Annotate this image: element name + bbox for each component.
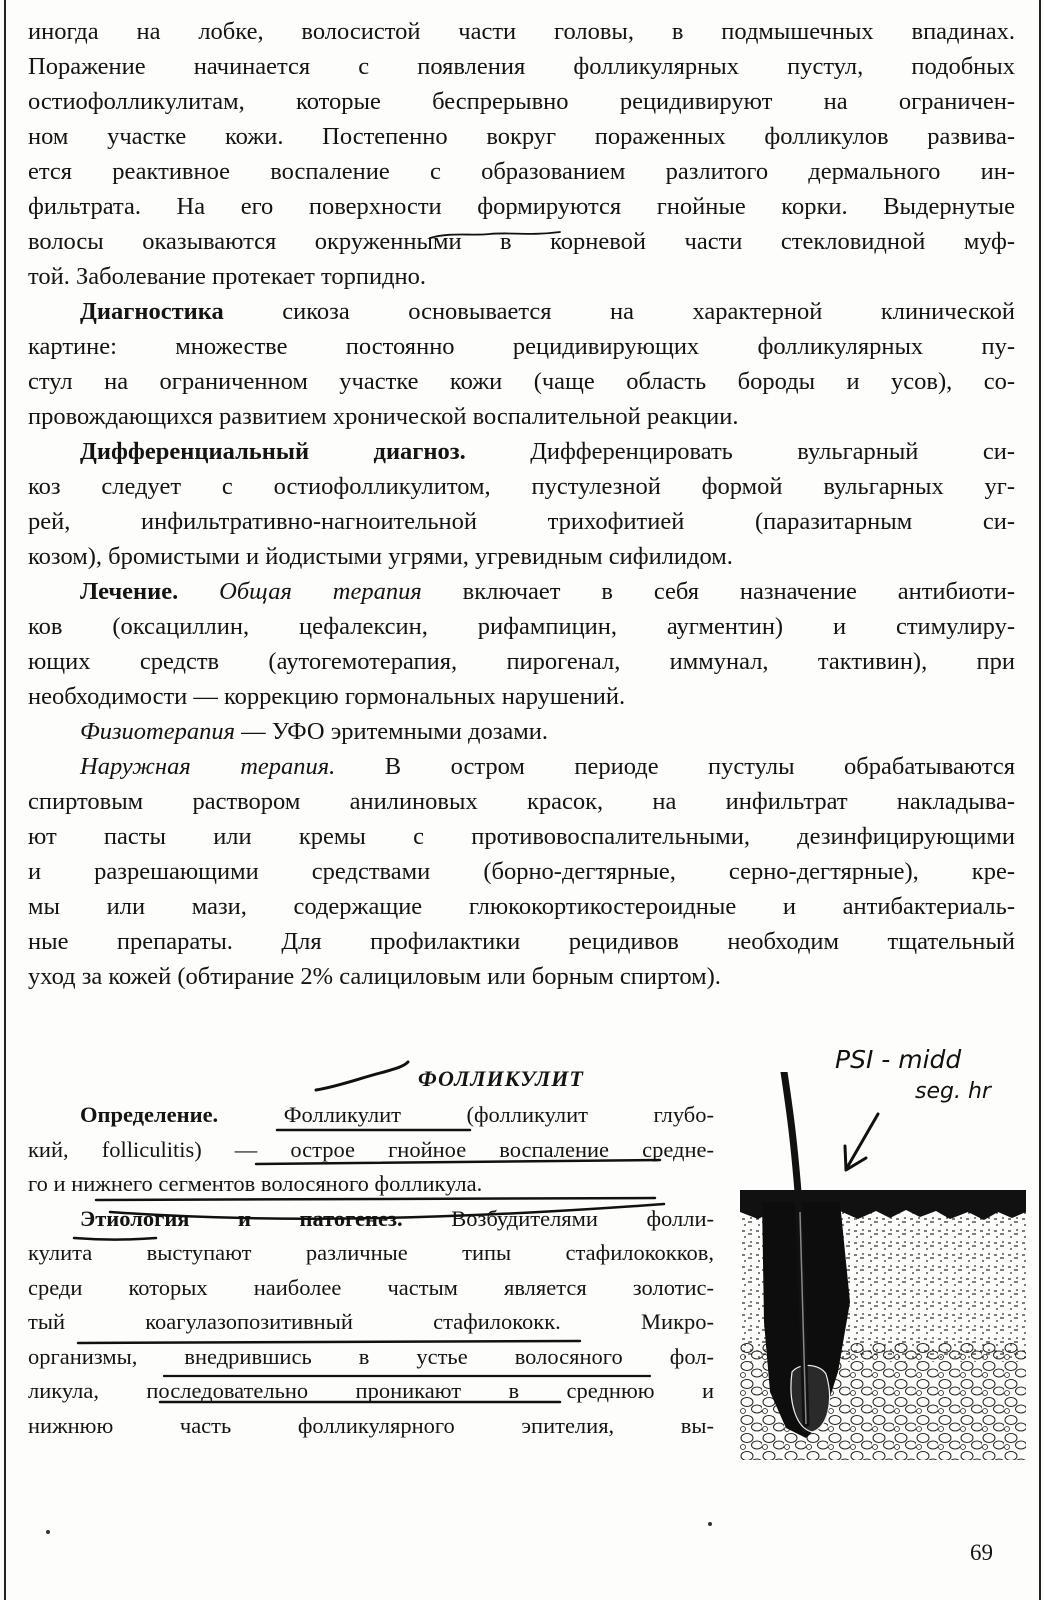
diagnostics-paragraph-start: Диагностика сикоза основывается на характерной клинической bbox=[80, 298, 1015, 325]
physiotherapy-line: Физиотерапия — УФО эритемными дозами. bbox=[80, 718, 549, 745]
text-line: мы или мази, содержащие глюкокортикостероидные и антибактериаль- bbox=[28, 893, 1015, 920]
text-line: и разрешающими средствами (борно-дегтярные, серно-дегтярные), кре- bbox=[28, 858, 1015, 885]
text-line: рей, инфильтративно-нагноительной трихофитией (паразитарным си- bbox=[28, 508, 1015, 535]
text-line: картине: множестве постоянно рецидивирующих фолликулярных пу- bbox=[28, 333, 1015, 360]
etiology-paragraph-start: Этиология и патогенез. Возбудителями фолли- bbox=[80, 1205, 714, 1231]
main-text-block bbox=[28, 14, 1015, 994]
scan-speck bbox=[708, 1522, 712, 1526]
folliculitis-text-block bbox=[28, 1098, 714, 1443]
text-line: козом), бромистыми и йодистыми угрями, угревидным сифилидом. bbox=[28, 543, 733, 570]
scan-speck bbox=[46, 1530, 50, 1534]
text-line: остиофолликулитам, которые беспрерывно рецидивируют на ограничен- bbox=[28, 88, 1015, 115]
follicle-drawing bbox=[740, 1072, 1030, 1460]
text-line: ликула, последовательно проникают в среднюю и bbox=[28, 1378, 714, 1403]
differential-heading: Дифференциальный диагноз. bbox=[80, 438, 466, 465]
text-line: фильтрата. На его поверхности формируются гнойные корки. Выдернутые bbox=[28, 193, 1015, 220]
text-line: ков (оксациллин, цефалексин, рифампицин, аугментин) и стимулиру- bbox=[28, 613, 1015, 640]
etiology-heading: Этиология и патогенез. bbox=[80, 1205, 403, 1231]
scan-edge-right bbox=[1039, 0, 1041, 1600]
treatment-heading: Лечение. bbox=[80, 578, 179, 605]
text-line: нижнюю часть фолликулярного эпителия, вы- bbox=[28, 1412, 714, 1438]
physiotherapy-label: Физиотерапия bbox=[80, 718, 235, 745]
text-line: коз следует с остиофолликулитом, пустулезной формой вульгарных уг- bbox=[28, 473, 1015, 500]
external-therapy-paragraph-start: Наружная терапия. В остром периоде пустулы обрабатываются bbox=[80, 753, 1015, 780]
handwritten-note-line-1: PSI - midd bbox=[835, 1045, 962, 1074]
external-therapy-label: Наружная терапия. bbox=[80, 753, 336, 780]
text-line: спиртовым раствором анилиновых красок, на инфильтрат накладыва- bbox=[28, 788, 1015, 815]
text-line: Поражение начинается с появления фолликулярных пустул, подобных bbox=[28, 53, 1015, 80]
text-line: ные препараты. Для профилактики рецидивов необходим тщательный bbox=[28, 928, 1015, 955]
text-line: волосы оказываются окруженными в корневой части стекловидной муф- bbox=[28, 228, 1015, 255]
text-line: ющих средств (аутогемотерапия, пирогенал, иммунал, тактивин), при bbox=[28, 648, 1015, 675]
text-line: иногда на лобке, волосистой части головы, в подмышечных впадинах. bbox=[28, 18, 1015, 45]
text-line: стул на ограниченном участке кожи (чаще область бороды и усов), со- bbox=[28, 368, 1015, 395]
section-title: ФОЛЛИКУЛИТ bbox=[418, 1066, 584, 1091]
definition-paragraph-start: Определение. Фолликулит (фолликулит глубо- bbox=[80, 1102, 714, 1127]
general-therapy-label: Общая терапия bbox=[219, 578, 422, 605]
text-line: необходимости — коррекцию гормональных нарушений. bbox=[28, 683, 626, 710]
text-line: среди которых наиболее частым является золотис- bbox=[28, 1274, 714, 1300]
text-line: го и нижнего сегментов волосяного фолликула. bbox=[28, 1171, 483, 1196]
treatment-paragraph-start: Лечение. Общая терапия включает в себя назначение антибиоти- bbox=[80, 578, 1015, 605]
text-line: ном участке кожи. Постепенно вокруг пораженных фолликулов развива- bbox=[28, 123, 1015, 150]
hair-follicle-illustration bbox=[740, 1072, 1030, 1460]
text-line: провождающихся развитием хронической воспалительной реакции. bbox=[28, 403, 739, 430]
page-number: 69 bbox=[970, 1540, 993, 1565]
handwritten-note-line-2: seg. hr bbox=[915, 1079, 991, 1104]
text-line: уход за кожей (обтирание 2% салициловым или борным спиртом). bbox=[28, 963, 721, 990]
text-line: той. Заболевание протекает торпидно. bbox=[28, 263, 427, 290]
text-line: ют пасты или кремы с противовоспалительными, дезинфицирующими bbox=[28, 823, 1015, 850]
pen-check-stroke bbox=[316, 1062, 408, 1090]
scan-edge-left bbox=[4, 0, 6, 1600]
diagnostics-heading: Диагностика bbox=[80, 298, 224, 325]
text-line: кулита выступают различные типы стафилококков, bbox=[28, 1240, 714, 1265]
differential-paragraph-start: Дифференциальный диагноз. Дифференцировать вульгарный си- bbox=[80, 438, 1015, 465]
text-line: организмы, внедрившись в устье волосяного фол- bbox=[28, 1343, 714, 1369]
text-line: ется реактивное воспаление с образованием разлитого дермального ин- bbox=[28, 158, 1015, 185]
text-line: тый коагулазопозитивный стафилококк. Микро- bbox=[28, 1309, 714, 1334]
text-line: кий, folliculitis) — острое гнойное воспаление средне- bbox=[28, 1136, 714, 1162]
definition-heading: Определение. bbox=[80, 1102, 219, 1127]
